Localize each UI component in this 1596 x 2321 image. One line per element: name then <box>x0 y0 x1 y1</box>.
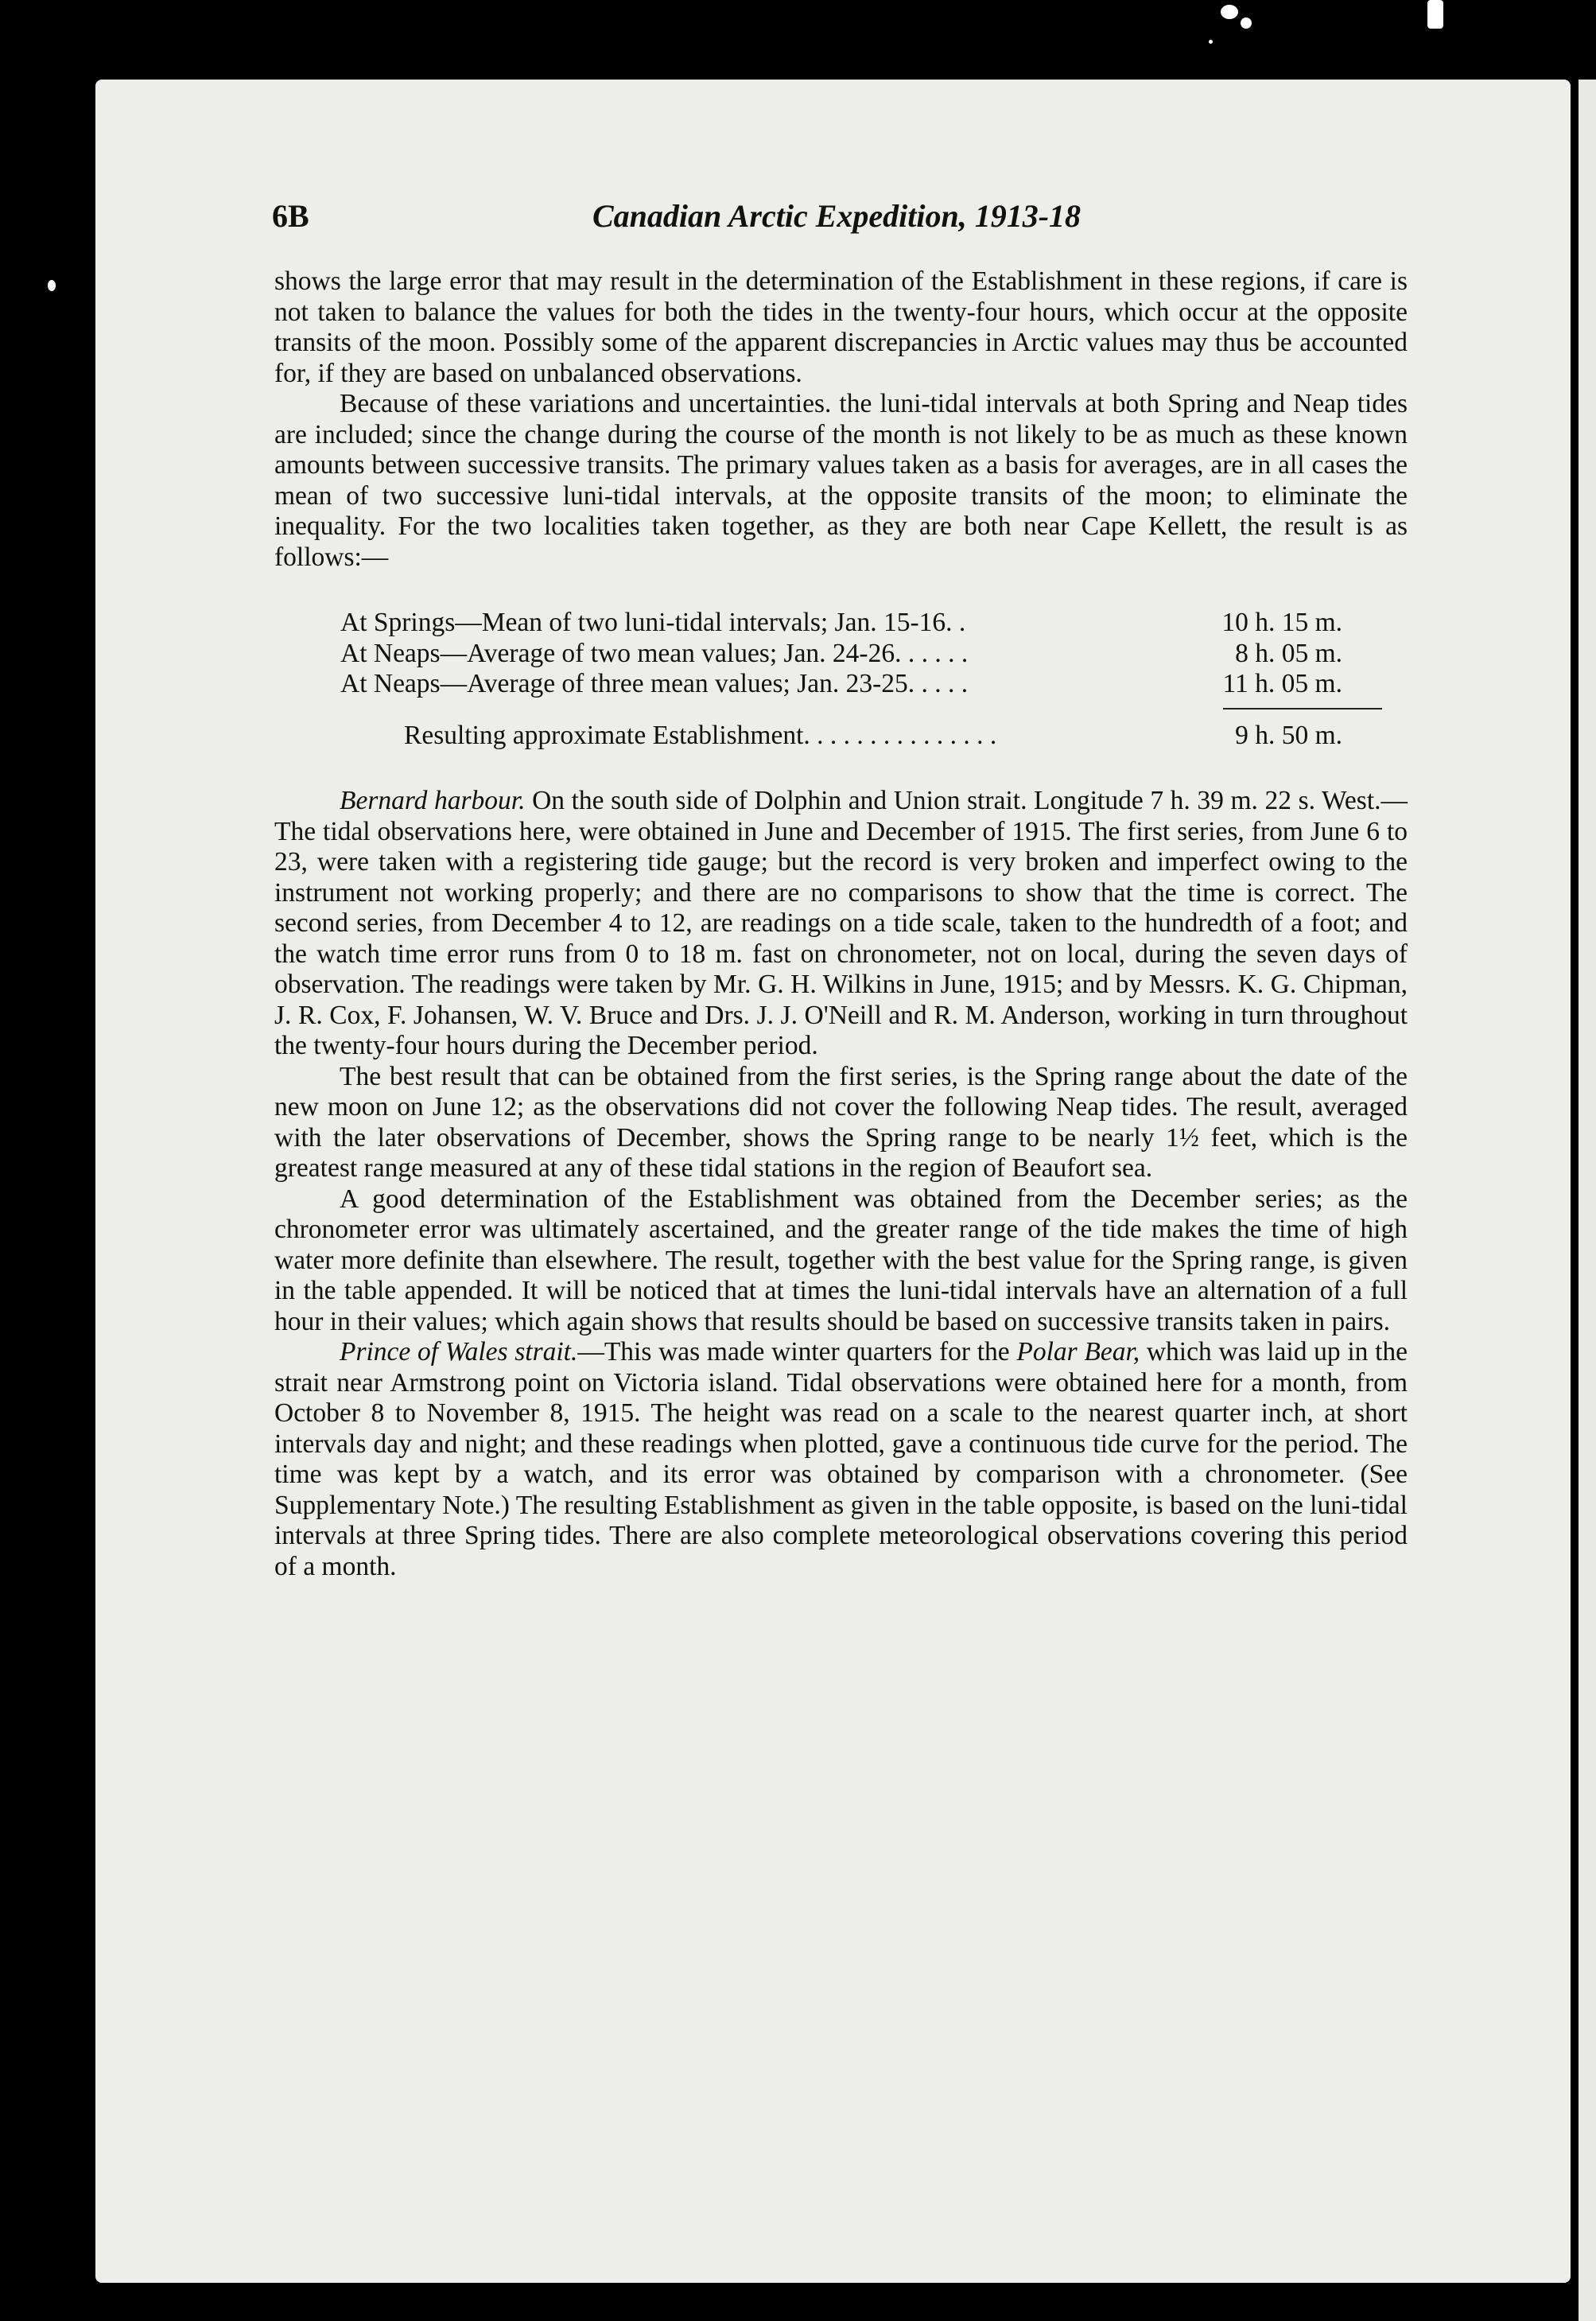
row-label: At Neaps—Average of two mean values; Jan. 24-26. . . . . . <box>340 638 969 668</box>
ship-name: Polar Bear, <box>1016 1337 1140 1367</box>
sum-rule <box>1223 708 1382 710</box>
row-value: 8 h. 05 m. <box>1235 638 1342 668</box>
table-row <box>340 669 1342 700</box>
row-value: 10 h. 15 m. <box>1221 608 1342 637</box>
row-label: At Neaps—Average of three mean values; Jan. 23-25. . . . . <box>340 669 969 698</box>
running-title: Canadian Arctic Expedition, 1913-18 <box>592 198 1081 234</box>
result-row <box>340 721 1342 752</box>
paragraph-variations: Because of these variations and uncertainties. the luni-tidal intervals at both Spring and Neap tides are included; since the change during the course of the month is not likely to be as much as these known amounts between successive transits. The primary values taken as a basis for averages, are in all cases the mean of two successive luni-tidal intervals, at the opposite transits of the moon; to eliminate the inequality. For the two localities taken together, as they are both near Cape Kellett, the result is as follows:— <box>274 389 1408 572</box>
bernard-text: On the south side of Dolphin and Union strait. Longitude 7 h. 39 m. 22 s. West.—The tidal observations here, were obtained in June and December of 1915. The first series, from June 6 to 23, were taken with a registering tide gauge; but the record is very broken and imperfect owing to the instrument not working properly; and there are no comparisons to show that the time is correct. The second series, from December 4 to 12, are readings on a tide scale, taken to the hundredth of a foot; and the watch time error runs from 0 to 18 m. fast on chronometer, not on local, during the seven days of observation. The readings were taken by Mr. G. H. Wilkins in June, 1915; and by Messrs. K. G. Chipman, J. R. Cox, F. Johansen, W. V. Bruce and Drs. J. J. O'Neill and R. M. Anderson, working in turn throughout the twenty-four hours during the December period. <box>274 786 1408 1060</box>
section-heading-prince: Prince of Wales strait. <box>340 1337 578 1367</box>
table-row <box>340 608 1342 639</box>
page-header <box>272 197 1401 245</box>
paragraph-good-determination: A good determination of the Establishment was obtained from the December series; as the chronometer error was ultimately ascertained, and the greater range of the tide makes the time of high water more definite than elsewhere. The result, together with the best value for the Spring range, is given in the table appended. It will be noticed that at times the luni-tidal intervals have an alternation of a full hour in their values; which again shows that results should be based on successive transits taken in pairs. <box>274 1184 1408 1336</box>
table-row <box>340 639 1342 670</box>
row-label: At Springs—Mean of two luni-tidal intervals; Jan. 15-16. . <box>340 608 966 637</box>
body-text <box>274 266 1408 1582</box>
adjacent-page-edge <box>1579 80 1596 2321</box>
section-heading-bernard: Bernard harbour. <box>340 786 526 815</box>
result-label: Resulting approximate Establishment. . . . . . . . . . . . . . . <box>404 720 997 750</box>
row-value: 11 h. 05 m. <box>1222 669 1342 698</box>
paragraph-best-result: The best result that can be obtained from the first series, is the Spring range about the date of the new moon on June 12; as the observations did not cover the following Neap tides. The result, averaged with the later observations of December, shows the Spring range to be nearly 1½ feet, which is the greatest range measured at any of these tidal stations in the region of Beaufort sea. <box>274 1061 1408 1183</box>
prince-text-a: —This was made winter quarters for the <box>577 1337 1010 1367</box>
page-number: 6B <box>272 198 309 234</box>
establishment-table <box>340 608 1342 751</box>
paragraph-prince-of-wales <box>274 1337 1408 1582</box>
paragraph-bernard-harbour <box>274 786 1408 1062</box>
prince-text-b: which was laid up in the strait near Armstrong point on Victoria island. Tidal observations were obtained here for a month, from October 8 to November 8, 1915. The height was read on a scale to the nearest quarter inch, at short intervals day and night; and these readings when plotted, gave a continuous tide curve for the period. The time was kept by a watch, and its error was obtained by comparison with a chronometer. (See Supplementary Note.) The resulting Establishment as given in the table opposite, is based on the luni-tidal intervals at three Spring tides. There are also complete meteorological observations covering this period of a month. <box>274 1337 1408 1581</box>
paragraph-continuation: shows the large error that may result in the determination of the Establishment in these regions, if care is not taken to balance the values for both the tides in the twenty-four hours, which occur at the opposite transits of the moon. Possibly some of the apparent discrepancies in Arctic values may thus be accounted for, if they are based on unbalanced observations. <box>274 266 1408 388</box>
result-value: 9 h. 50 m. <box>1235 720 1342 750</box>
